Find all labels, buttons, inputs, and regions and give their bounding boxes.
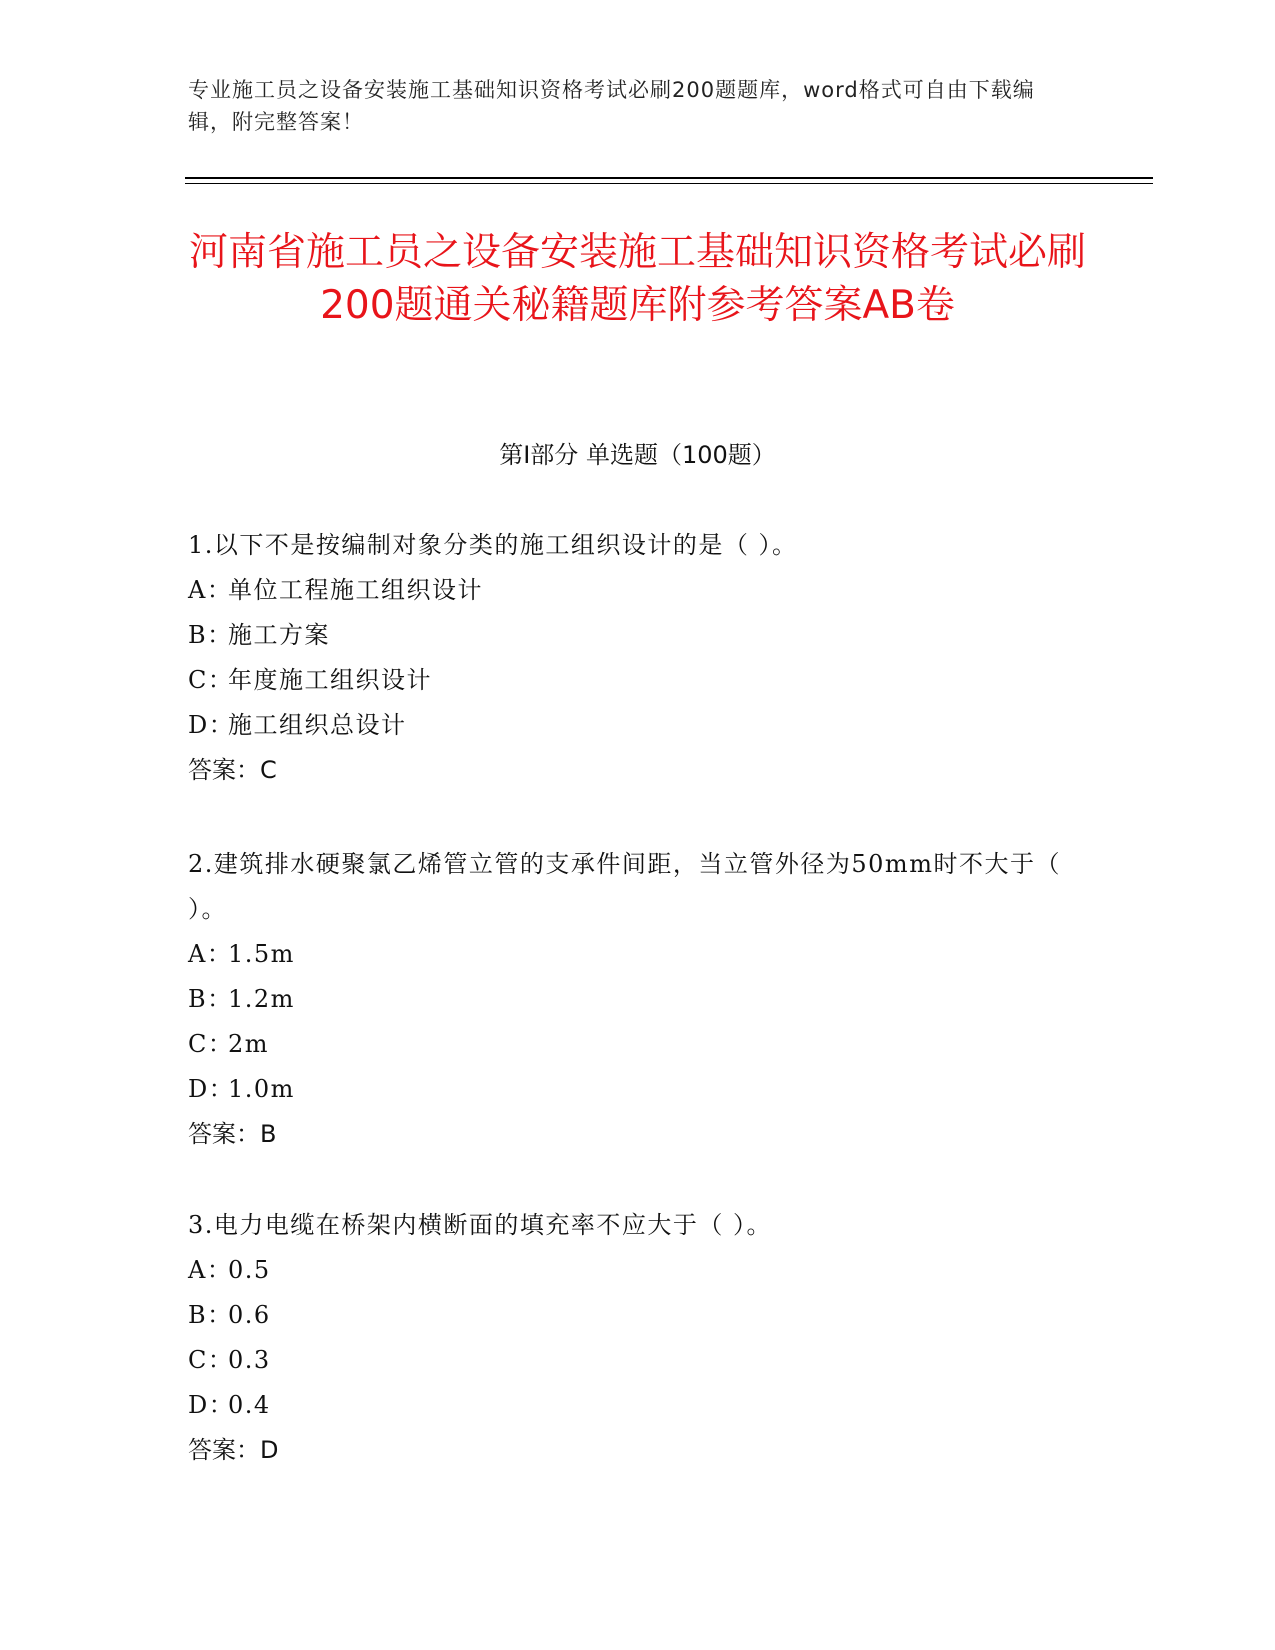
option-key: B：	[188, 1301, 233, 1329]
option-key: A：	[188, 576, 233, 604]
option-b	[188, 977, 1088, 1022]
option-key: D：	[188, 1075, 235, 1103]
header-divider-thick	[185, 177, 1153, 179]
option-a	[188, 568, 1088, 613]
option-key: C：	[188, 666, 234, 694]
option-d	[188, 703, 1088, 748]
question-2	[188, 842, 1088, 1157]
answer: 答案：C	[188, 756, 277, 784]
option-key: D：	[188, 711, 235, 739]
option-key: C：	[188, 1346, 234, 1374]
option-b	[188, 1293, 1088, 1338]
option-text: 1.5m	[228, 940, 295, 968]
header-divider-thin	[185, 183, 1153, 184]
section-heading: 第I部分 单选题（100题）	[499, 441, 776, 469]
option-text: 0.4	[228, 1391, 271, 1419]
option-text: 0.3	[228, 1346, 271, 1374]
option-text: 0.6	[228, 1301, 271, 1329]
question-stem: 1.以下不是按编制对象分类的施工组织设计的是（ ）。	[188, 531, 798, 559]
option-text: 年度施工组织设计	[228, 666, 432, 694]
option-text: 1.2m	[228, 985, 295, 1013]
question-stem: 3.电力电缆在桥架内横断面的填充率不应大于（ ）。	[188, 1211, 773, 1239]
option-c	[188, 1022, 1088, 1067]
option-key: B：	[188, 985, 233, 1013]
option-d	[188, 1067, 1088, 1112]
question-stem: 2.建筑排水硬聚氯乙烯管立管的支承件间距，当立管外径为50mm时不大于（ ）。	[188, 850, 1061, 923]
option-a	[188, 1248, 1088, 1293]
option-c	[188, 658, 1088, 703]
option-text: 施工组织总设计	[228, 711, 407, 739]
option-d	[188, 1383, 1088, 1428]
question-1	[188, 523, 1088, 793]
option-key: C：	[188, 1030, 234, 1058]
option-text: 0.5	[228, 1256, 271, 1284]
option-b	[188, 613, 1088, 658]
option-text: 单位工程施工组织设计	[228, 576, 483, 604]
option-a	[188, 932, 1088, 977]
header-note: 专业施工员之设备安装施工基础知识资格考试必刷200题题库，word格式可自由下载编辑，附完整答案！	[188, 78, 1035, 134]
option-key: B：	[188, 621, 233, 649]
document-title: 河南省施工员之设备安装施工基础知识资格考试必刷200题通关秘籍题库附参考答案AB卷	[188, 230, 1086, 328]
option-key: A：	[188, 1256, 233, 1284]
option-text: 1.0m	[228, 1075, 295, 1103]
option-text: 施工方案	[228, 621, 330, 649]
option-c	[188, 1338, 1088, 1383]
answer: 答案：B	[188, 1120, 277, 1148]
question-3	[188, 1203, 1088, 1473]
option-text: 2m	[228, 1030, 270, 1058]
answer: 答案：D	[188, 1436, 279, 1464]
option-key: D：	[188, 1391, 235, 1419]
option-key: A：	[188, 940, 233, 968]
